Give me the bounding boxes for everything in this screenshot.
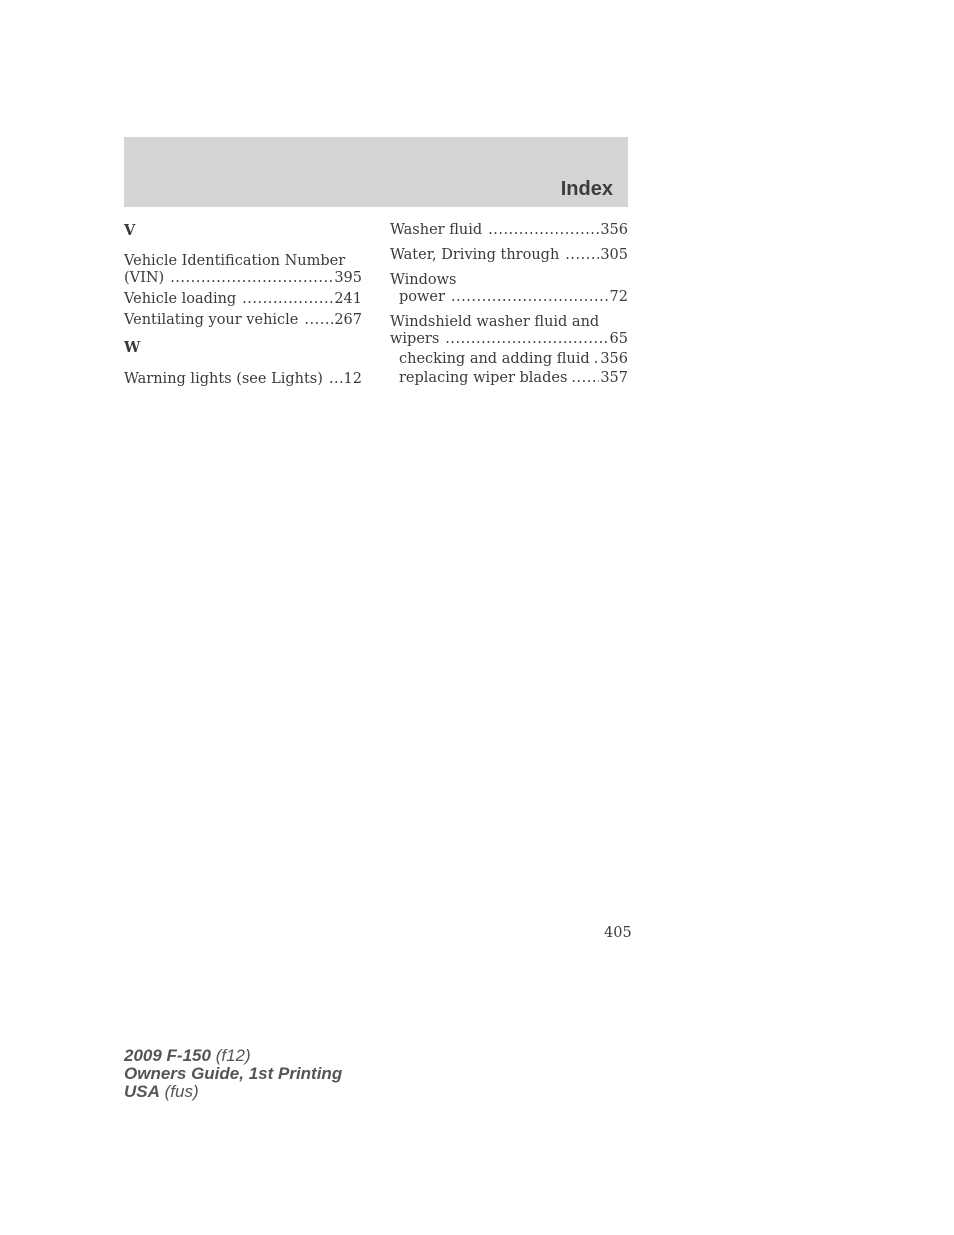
header-band — [124, 137, 628, 207]
footer-print-info — [124, 1047, 342, 1101]
page-ref: 72 — [609, 289, 628, 305]
dot-leader — [488, 222, 599, 239]
dot-leader — [451, 289, 609, 306]
footer-region-code: (fus) — [164, 1082, 199, 1101]
footer-region: USA — [124, 1082, 160, 1101]
entry-text: Water, Driving through — [390, 247, 560, 263]
index-entry-warning-lights — [124, 371, 362, 388]
entry-text: Windows — [390, 272, 457, 288]
page-ref: 65 — [609, 331, 628, 347]
entry-text: Vehicle loading — [124, 291, 237, 307]
index-column-right — [390, 222, 628, 391]
index-entry-washer-fluid — [390, 222, 628, 239]
dot-leader — [304, 312, 333, 329]
index-column-left — [124, 222, 362, 392]
page-ref: 267 — [334, 312, 362, 328]
entry-text: Washer fluid — [390, 222, 483, 238]
entry-text: checking and adding fluid — [399, 351, 590, 367]
entry-text: (VIN) — [124, 270, 165, 286]
page-ref: 356 — [600, 222, 628, 238]
page-ref: 305 — [600, 247, 628, 263]
index-entry-windows — [390, 272, 628, 306]
page-ref: 357 — [600, 370, 628, 386]
section-letter-w: W — [124, 339, 141, 356]
page-ref: 12 — [343, 371, 362, 387]
page-ref: 241 — [334, 291, 362, 307]
entry-text: Windshield washer fluid and — [390, 314, 600, 330]
dot-leader — [329, 371, 343, 388]
page-number: 405 — [604, 925, 632, 941]
entry-text: wipers — [390, 331, 440, 347]
dot-leader — [445, 331, 608, 348]
page-ref: 395 — [334, 270, 362, 286]
dot-leader — [242, 291, 333, 308]
footer-printing: Owners Guide, 1st Printing — [124, 1064, 343, 1083]
entry-text: Warning lights (see Lights) — [124, 371, 323, 387]
page-title: Index — [560, 178, 613, 200]
index-entry-vehicle-loading — [124, 291, 362, 308]
page-ref: 356 — [600, 351, 628, 367]
dot-leader — [594, 351, 600, 368]
footer-model: 2009 F-150 — [124, 1046, 211, 1065]
dot-leader — [170, 270, 333, 287]
index-entry-windshield — [390, 314, 628, 387]
section-letter-v: V — [124, 222, 136, 239]
entry-text: power — [399, 289, 445, 305]
index-entry-water — [390, 247, 628, 264]
footer-model-code: (f12) — [215, 1046, 251, 1065]
entry-text: Vehicle Identification Number — [124, 253, 346, 269]
entry-text: replacing wiper blades — [399, 370, 568, 386]
entry-text: Ventilating your vehicle — [124, 312, 299, 328]
index-entry-ventilating — [124, 312, 362, 329]
index-entry-vin — [124, 253, 362, 287]
dot-leader — [571, 370, 599, 387]
dot-leader — [565, 247, 599, 264]
